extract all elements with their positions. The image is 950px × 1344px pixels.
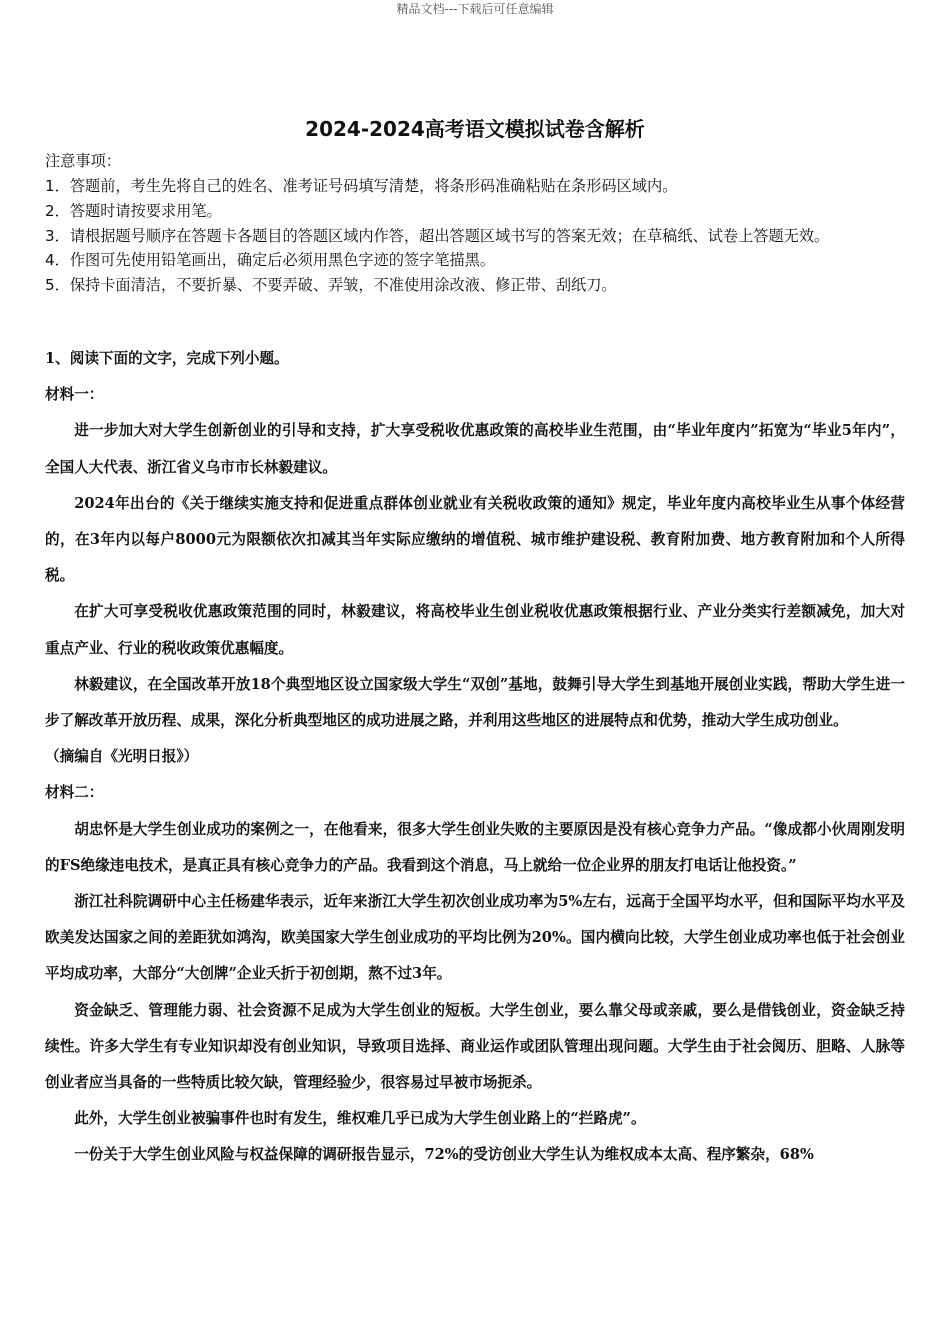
question-intro: 1、阅读下面的文字，完成下列小题。 — [45, 350, 289, 367]
material1-paragraph: 进一步加大对大学生创新创业的引导和支持，扩大享受税收优惠政策的高校毕业生范围，由“毕业年度内”拓宽为“毕业5年内”，全国人大代表、浙江省义乌市市长林毅建议。 — [45, 422, 905, 476]
material1-paragraph: 2024年出台的《关于继续实施支持和促进重点群体创业就业有关税收政策的通知》规定，毕业年度内高校毕业生从事个体经营的，在3年内以每户8000元为限额依次扣减其当年实际应缴纳的增值税、城市维护建设税、教育附加费、地方教育附加和个人所得税。 — [45, 494, 905, 585]
material2-paragraph: 一份关于大学生创业风险与权益保障的调研报告显示，72%的受访创业大学生认为维权成本太高、程序繁杂，68% — [74, 1146, 814, 1164]
page-title: 2024-2024高考语文模拟试卷含解析 — [305, 117, 645, 141]
notice-item-4: 4．作图可先使用铅笔画出，确定后必须用黑色字迹的签字笔描黑。 — [45, 251, 496, 269]
material1-paragraph: 在扩大可享受税收优惠政策范围的同时，林毅建议，将高校毕业生创业税收优惠政策根据行业、产业分类实行差额减免，加大对重点产业、行业的税收政策优惠幅度。 — [45, 603, 905, 657]
notice-heading: 注意事项： — [45, 152, 121, 170]
header-note: 精品文档---下载后可任意编辑 — [396, 2, 554, 16]
material2-paragraph: 胡忠怀是大学生创业成功的案例之一，在他看来，很多大学生创业失败的主要原因是没有核心竞争力产品。“像成都小伙周刚发明的FS绝缘违电技术，是真正具有核心竞争力的产品。我看到这个消息，马上就给一位企业界的朋友打电话让他投资。” — [45, 820, 905, 874]
notice-item-2: 2．答题时请按要求用笔。 — [45, 202, 222, 220]
question-body — [45, 341, 905, 1174]
notice-item-5: 5．保持卡面清洁，不要折暴、不要弄破、弄皱，不准使用涂改液、修正带、刮纸刀。 — [45, 276, 617, 294]
material2-label: 材料二： — [45, 784, 104, 802]
material2-paragraph: 浙江社科院调研中心主任杨建华表示，近年来浙江大学生初次创业成功率为5%左右，远高于全国平均水平，但和国际平均水平及欧美发达国家之间的差距犹如鸿沟，欧美国家大学生创业成功的平均比例为20%。国内横向比较，大学生创业成功率也低于社会创业平均成功率，大部分“大创牌”企业夭折于初创期，熬不过3年。 — [45, 893, 905, 983]
material1-paragraph: 林毅建议，在全国改革开放18个典型地区设立国家级大学生“双创”基地，鼓舞引导大学生到基地开展创业实践，帮助大学生进一步了解改革开放历程、成果，深化分析典型地区的成功进展之路，并利用这些地区的进展特点和优势，推动大学生成功创业。 — [45, 675, 905, 730]
material1-source: （摘编自《光明日报》） — [45, 748, 199, 766]
notice-item-1: 1．答题前，考生先将自己的姓名、准考证号码填写清楚，将条形码准确粘贴在条形码区域内。 — [45, 177, 678, 195]
material2-paragraph: 资金缺乏、管理能力弱、社会资源不足成为大学生创业的短板。大学生创业，要么靠父母或亲戚，要么是借钱创业，资金缺乏持续性。许多大学生有专业知识却没有创业知识，导致项目选择、商业运作或团队管理出现问题。大学生由于社会阅历、胆略、人脉等创业者应当具备的一些特质比较欠缺，管理经验少，很容易过早被市场扼杀。 — [45, 1001, 905, 1092]
material2-paragraph: 此外，大学生创业被骗事件也时有发生，维权难几乎已成为大学生创业路上的“拦路虎”。 — [74, 1110, 646, 1128]
material1-label: 材料一： — [45, 386, 104, 404]
notice-item-3: 3．请根据题号顺序在答题卡各题目的答题区域内作答，超出答题区域书写的答案无效；在草稿纸、试卷上答题无效。 — [45, 227, 830, 245]
